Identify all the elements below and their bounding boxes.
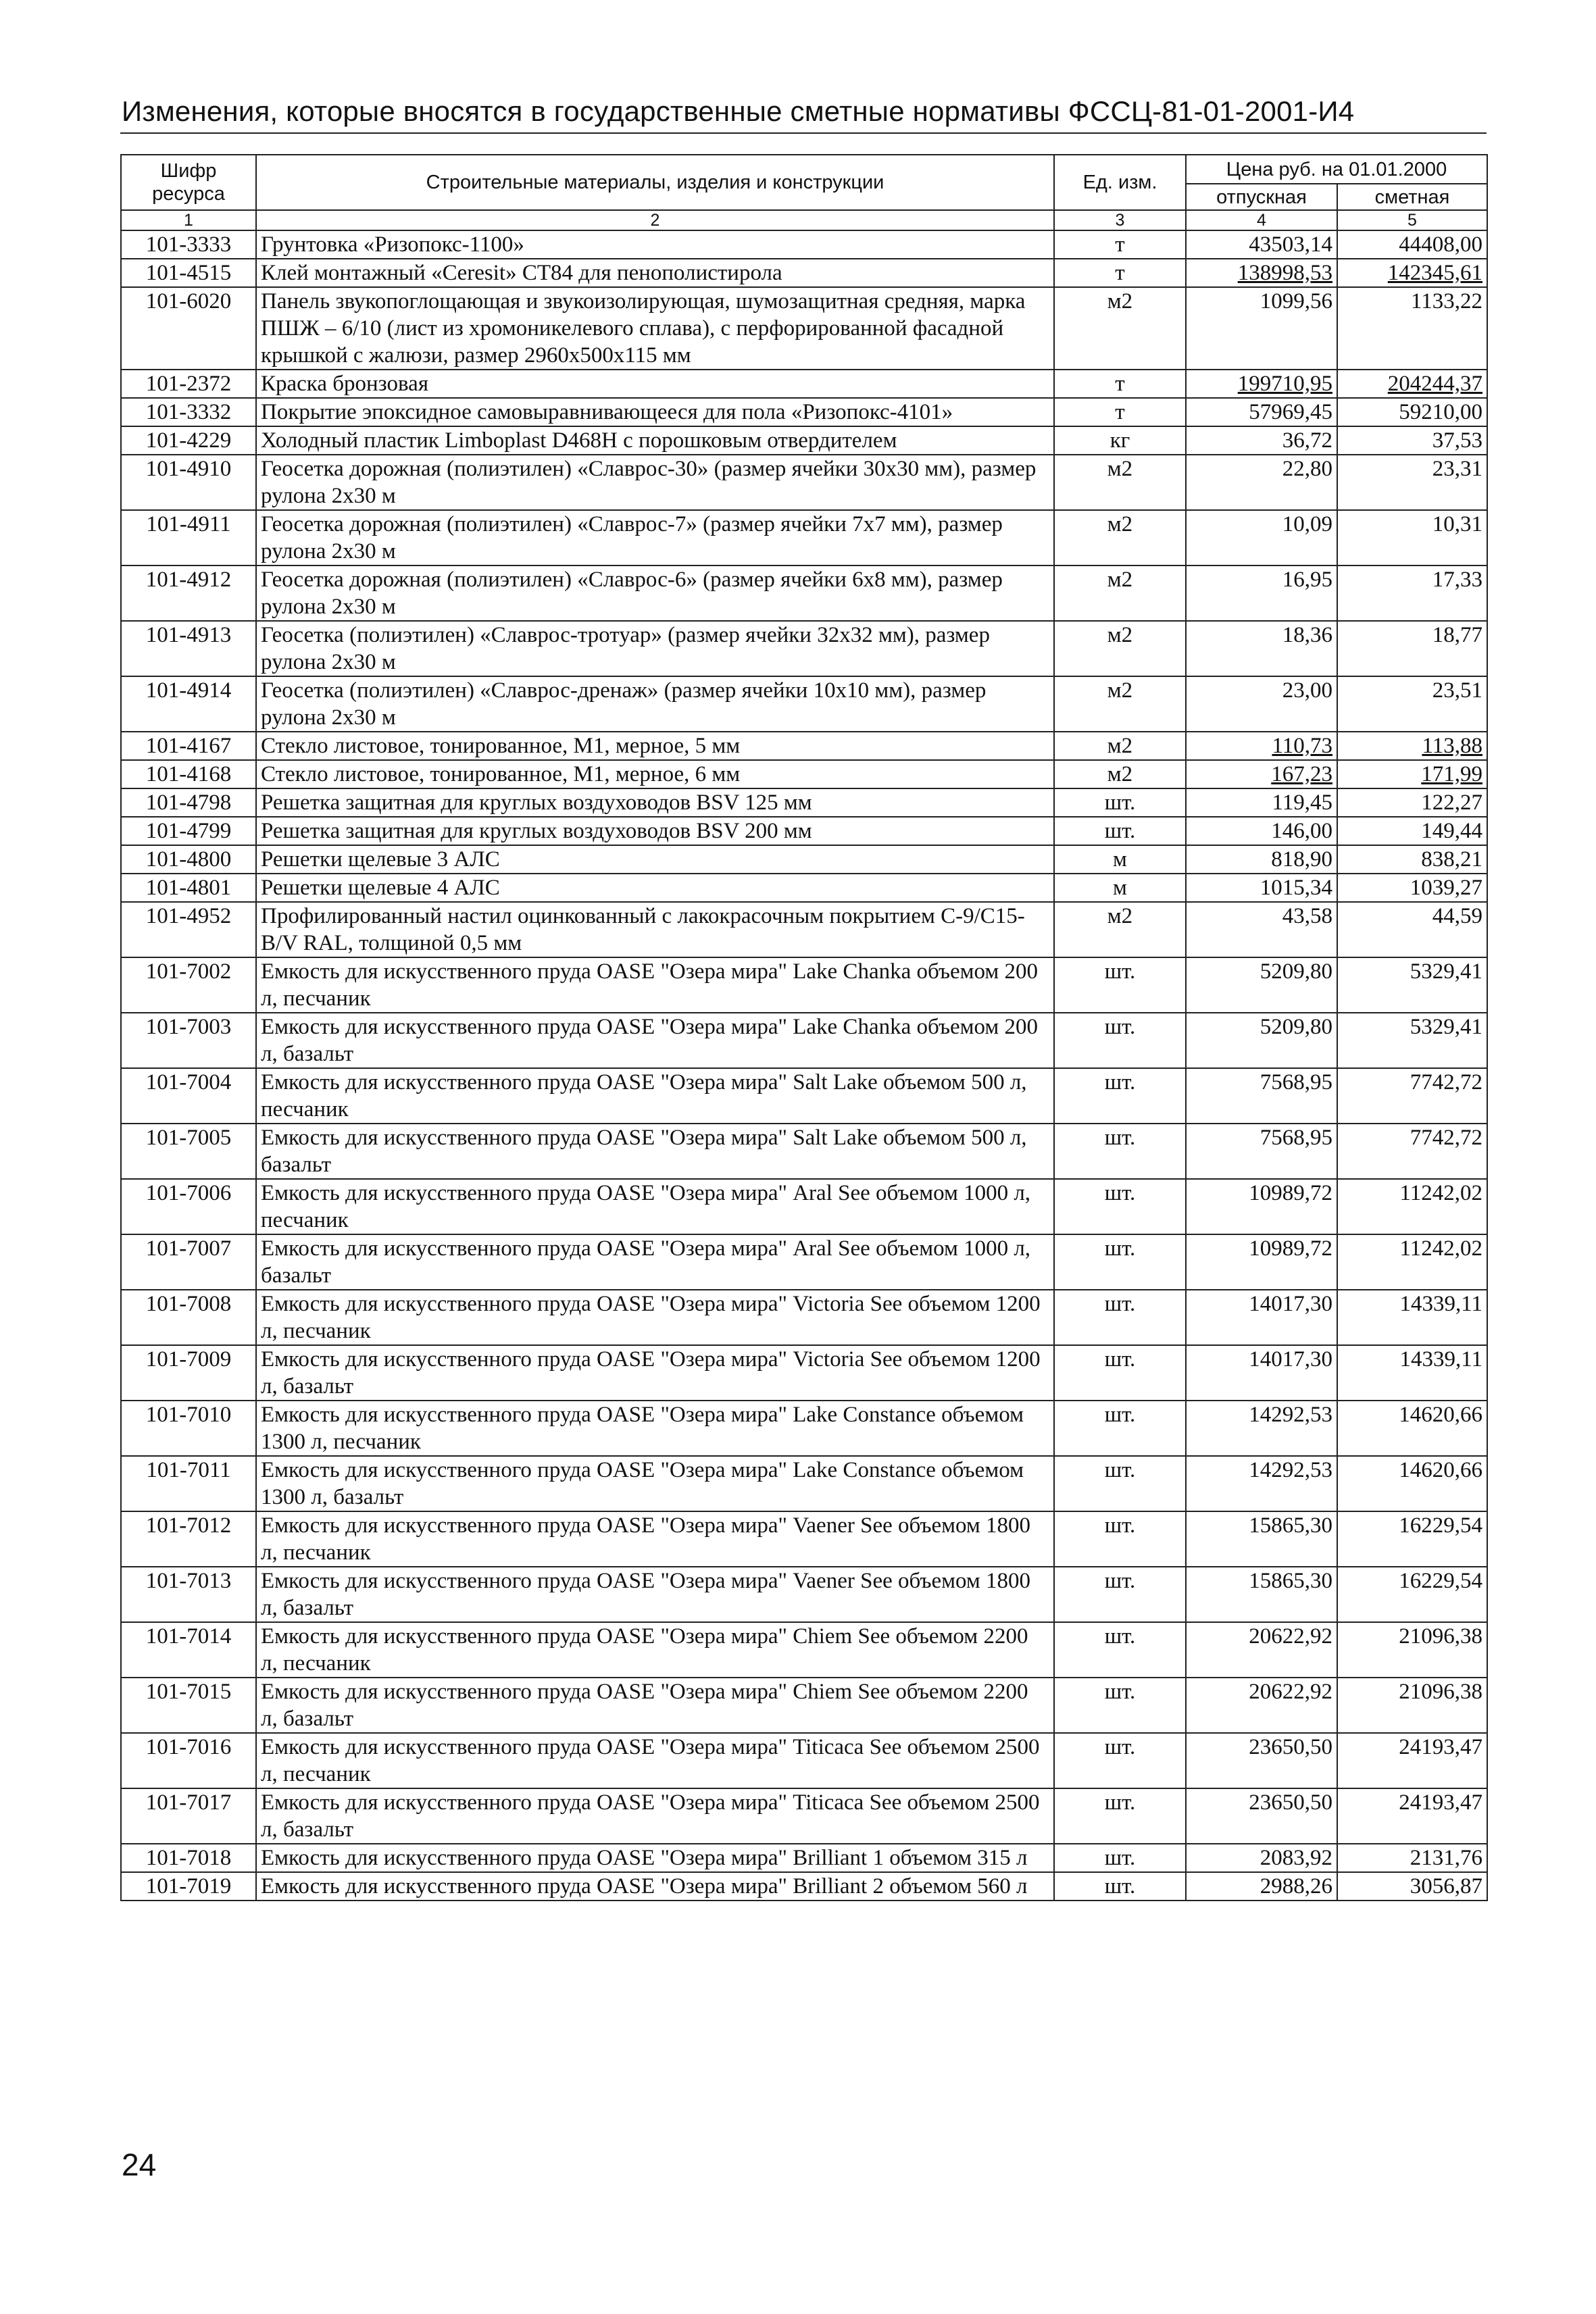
estimate-price: 23,31 (1337, 455, 1487, 510)
column-number-2: 2 (256, 210, 1054, 230)
resource-code: 101-7013 (121, 1567, 256, 1622)
material-name: Емкость для искусственного пруда OASE "Озера мира" Chiem See объемом 2200 л, песчаник (256, 1622, 1054, 1678)
unit-of-measure: шт. (1054, 817, 1186, 845)
resource-code: 101-7016 (121, 1733, 256, 1788)
column-number-1: 1 (121, 210, 256, 230)
release-price: 146,00 (1186, 817, 1337, 845)
unit-of-measure: т (1054, 259, 1186, 287)
material-name: Покрытие эпоксидное самовыравнивающееся для пола «Ризопокс-4101» (256, 398, 1054, 426)
unit-of-measure: м2 (1054, 732, 1186, 760)
material-name: Стекло листовое, тонированное, M1, мерное, 5 мм (256, 732, 1054, 760)
release-price: 14017,30 (1186, 1290, 1337, 1345)
estimate-price: 3056,87 (1337, 1872, 1487, 1901)
material-name: Грунтовка «Ризопокс-1100» (256, 230, 1054, 259)
estimate-price: 21096,38 (1337, 1622, 1487, 1678)
release-price: 20622,92 (1186, 1622, 1337, 1678)
header-code: Шифр ресурса (121, 155, 256, 210)
resource-code: 101-7007 (121, 1234, 256, 1290)
unit-of-measure: шт. (1054, 1678, 1186, 1733)
estimate-price: 171,99 (1337, 760, 1487, 788)
release-price: 14292,53 (1186, 1456, 1337, 1511)
release-price: 15865,30 (1186, 1567, 1337, 1622)
estimate-price: 7742,72 (1337, 1124, 1487, 1179)
material-name: Панель звукопоглощающая и звукоизолирующая, шумозащитная средняя, марка ПШЖ – 6/10 (лист из хромоникелевого сплава), с перфорированной фасадной крышкой с жалюзи, размер 2960х500х115 мм (256, 287, 1054, 370)
resource-code: 101-7009 (121, 1345, 256, 1401)
material-name: Емкость для искусственного пруда OASE "Озера мира" Titicaca See объемом 2500 л, базальт (256, 1788, 1054, 1844)
resource-code: 101-2372 (121, 370, 256, 398)
resource-code: 101-7014 (121, 1622, 256, 1678)
unit-of-measure: м2 (1054, 287, 1186, 370)
resource-code: 101-4798 (121, 788, 256, 817)
material-name: Емкость для искусственного пруда OASE "Озера мира" Lake Constance объемом 1300 л, песчаник (256, 1401, 1054, 1456)
material-name: Решетка защитная для круглых воздуховодов BSV 125 мм (256, 788, 1054, 817)
estimate-price: 5329,41 (1337, 1013, 1487, 1068)
resource-code: 101-4912 (121, 565, 256, 621)
unit-of-measure: шт. (1054, 1013, 1186, 1068)
unit-of-measure: т (1054, 398, 1186, 426)
material-name: Решетка защитная для круглых воздуховодов BSV 200 мм (256, 817, 1054, 845)
resource-code: 101-3332 (121, 398, 256, 426)
estimate-price: 59210,00 (1337, 398, 1487, 426)
unit-of-measure: м2 (1054, 760, 1186, 788)
resource-code: 101-4952 (121, 902, 256, 957)
table-row (121, 874, 1487, 902)
estimate-price: 838,21 (1337, 845, 1487, 874)
release-price: 57969,45 (1186, 398, 1337, 426)
estimate-price: 44408,00 (1337, 230, 1487, 259)
material-name: Решетки щелевые 4 АЛС (256, 874, 1054, 902)
release-price: 5209,80 (1186, 1013, 1337, 1068)
table-row (121, 621, 1487, 676)
material-name: Емкость для искусственного пруда OASE "Озера мира" Chiem See объемом 2200 л, базальт (256, 1678, 1054, 1733)
release-price: 10989,72 (1186, 1179, 1337, 1234)
table-row (121, 1124, 1487, 1179)
release-price: 818,90 (1186, 845, 1337, 874)
estimate-price: 24193,47 (1337, 1733, 1487, 1788)
estimate-price: 204244,37 (1337, 370, 1487, 398)
table-row (121, 845, 1487, 874)
header-divider (120, 132, 1487, 134)
unit-of-measure: шт. (1054, 1844, 1186, 1872)
table-row (121, 676, 1487, 732)
resource-code: 101-7015 (121, 1678, 256, 1733)
table-row (121, 1179, 1487, 1234)
unit-of-measure: шт. (1054, 1456, 1186, 1511)
material-name: Стекло листовое, тонированное, M1, мерное, 6 мм (256, 760, 1054, 788)
estimate-price: 11242,02 (1337, 1179, 1487, 1234)
column-number-5: 5 (1337, 210, 1487, 230)
table-row (121, 1401, 1487, 1456)
estimate-price: 122,27 (1337, 788, 1487, 817)
table-row (121, 817, 1487, 845)
unit-of-measure: шт. (1054, 1124, 1186, 1179)
unit-of-measure: м2 (1054, 902, 1186, 957)
unit-of-measure: шт. (1054, 788, 1186, 817)
unit-of-measure: шт. (1054, 1179, 1186, 1234)
table-row (121, 1013, 1487, 1068)
material-name: Емкость для искусственного пруда OASE "Озера мира" Brilliant 1 объемом 315 л (256, 1844, 1054, 1872)
table-row (121, 760, 1487, 788)
header-estimate-price: сметная (1337, 184, 1487, 210)
estimate-price: 21096,38 (1337, 1678, 1487, 1733)
header-price-group: Цена руб. на 01.01.2000 (1186, 155, 1487, 184)
resource-code: 101-4800 (121, 845, 256, 874)
table-row (121, 1678, 1487, 1733)
unit-of-measure: м (1054, 845, 1186, 874)
material-name: Геосетка дорожная (полиэтилен) «Славрос-7» (размер ячейки 7х7 мм), размер рулона 2х30 м (256, 510, 1054, 565)
table-row (121, 1456, 1487, 1511)
estimate-price: 149,44 (1337, 817, 1487, 845)
column-number-4: 4 (1186, 210, 1337, 230)
release-price: 167,23 (1186, 760, 1337, 788)
estimate-price: 14339,11 (1337, 1290, 1487, 1345)
unit-of-measure: шт. (1054, 1234, 1186, 1290)
estimate-price: 44,59 (1337, 902, 1487, 957)
resource-code: 101-4911 (121, 510, 256, 565)
table-row (121, 1733, 1487, 1788)
unit-of-measure: шт. (1054, 1511, 1186, 1567)
table-row (121, 1788, 1487, 1844)
release-price: 10989,72 (1186, 1234, 1337, 1290)
table-row (121, 1068, 1487, 1124)
resource-code: 101-3333 (121, 230, 256, 259)
material-name: Геосетка (полиэтилен) «Славрос-дренаж» (размер ячейки 10х10 мм), размер рулона 2х30 м (256, 676, 1054, 732)
unit-of-measure: м2 (1054, 455, 1186, 510)
table-row (121, 1345, 1487, 1401)
unit-of-measure: м2 (1054, 565, 1186, 621)
table-row (121, 259, 1487, 287)
unit-of-measure: шт. (1054, 1290, 1186, 1345)
resource-code: 101-7018 (121, 1844, 256, 1872)
materials-table-body (121, 230, 1487, 1901)
resource-code: 101-4515 (121, 259, 256, 287)
estimate-price: 23,51 (1337, 676, 1487, 732)
table-row (121, 455, 1487, 510)
estimate-price: 16229,54 (1337, 1567, 1487, 1622)
release-price: 138998,53 (1186, 259, 1337, 287)
unit-of-measure: шт. (1054, 1788, 1186, 1844)
release-price: 5209,80 (1186, 957, 1337, 1013)
release-price: 2083,92 (1186, 1844, 1337, 1872)
table-row (121, 1622, 1487, 1678)
estimate-price: 5329,41 (1337, 957, 1487, 1013)
resource-code: 101-4914 (121, 676, 256, 732)
materials-table-container (120, 154, 1487, 1901)
unit-of-measure: шт. (1054, 1872, 1186, 1901)
table-row (121, 957, 1487, 1013)
material-name: Емкость для искусственного пруда OASE "Озера мира" Vaener See объемом 1800 л, базальт (256, 1567, 1054, 1622)
material-name: Емкость для искусственного пруда OASE "Озера мира" Brilliant 2 объемом 560 л (256, 1872, 1054, 1901)
header-unit: Ед. изм. (1054, 155, 1186, 210)
estimate-price: 17,33 (1337, 565, 1487, 621)
resource-code: 101-7012 (121, 1511, 256, 1567)
estimate-price: 14620,66 (1337, 1401, 1487, 1456)
release-price: 119,45 (1186, 788, 1337, 817)
unit-of-measure: м2 (1054, 621, 1186, 676)
release-price: 23,00 (1186, 676, 1337, 732)
table-row (121, 1872, 1487, 1901)
resource-code: 101-4229 (121, 426, 256, 455)
table-row (121, 902, 1487, 957)
material-name: Геосетка дорожная (полиэтилен) «Славрос-6» (размер ячейки 6х8 мм), размер рулона 2х30 м (256, 565, 1054, 621)
release-price: 14017,30 (1186, 1345, 1337, 1401)
material-name: Емкость для искусственного пруда OASE "Озера мира" Victoria See объемом 1200 л, песчаник (256, 1290, 1054, 1345)
page-number: 24 (122, 2147, 157, 2182)
material-name: Емкость для искусственного пруда OASE "Озера мира" Lake Chanka объемом 200 л, песчаник (256, 957, 1054, 1013)
estimate-price: 11242,02 (1337, 1234, 1487, 1290)
estimate-price: 1039,27 (1337, 874, 1487, 902)
release-price: 199710,95 (1186, 370, 1337, 398)
resource-code: 101-4801 (121, 874, 256, 902)
table-row (121, 426, 1487, 455)
table-row (121, 510, 1487, 565)
estimate-price: 2131,76 (1337, 1844, 1487, 1872)
material-name: Емкость для искусственного пруда OASE "Озера мира" Salt Lake объемом 500 л, песчаник (256, 1068, 1054, 1124)
unit-of-measure: м (1054, 874, 1186, 902)
release-price: 10,09 (1186, 510, 1337, 565)
estimate-price: 37,53 (1337, 426, 1487, 455)
unit-of-measure: шт. (1054, 957, 1186, 1013)
resource-code: 101-7008 (121, 1290, 256, 1345)
table-row (121, 732, 1487, 760)
material-name: Емкость для искусственного пруда OASE "Озера мира" Titicaca See объемом 2500 л, песчаник (256, 1733, 1054, 1788)
resource-code: 101-4799 (121, 817, 256, 845)
resource-code: 101-7004 (121, 1068, 256, 1124)
release-price: 43503,14 (1186, 230, 1337, 259)
unit-of-measure: шт. (1054, 1567, 1186, 1622)
release-price: 43,58 (1186, 902, 1337, 957)
table-row (121, 1844, 1487, 1872)
release-price: 23650,50 (1186, 1733, 1337, 1788)
table-row (121, 230, 1487, 259)
page-title: Изменения, которые вносятся в государственные сметные нормативы ФССЦ-81-01-2001-И4 (122, 95, 1355, 127)
release-price: 23650,50 (1186, 1788, 1337, 1844)
table-row (121, 287, 1487, 370)
table-row (121, 1511, 1487, 1567)
resource-code: 101-4167 (121, 732, 256, 760)
resource-code: 101-7019 (121, 1872, 256, 1901)
release-price: 15865,30 (1186, 1511, 1337, 1567)
table-row (121, 370, 1487, 398)
unit-of-measure: м2 (1054, 510, 1186, 565)
table-row (121, 1234, 1487, 1290)
header-name: Строительные материалы, изделия и конструкции (256, 155, 1054, 210)
estimate-price: 10,31 (1337, 510, 1487, 565)
unit-of-measure: кг (1054, 426, 1186, 455)
material-name: Клей монтажный «Ceresit» CT84 для пенополистирола (256, 259, 1054, 287)
release-price: 18,36 (1186, 621, 1337, 676)
material-name: Емкость для искусственного пруда OASE "Озера мира" Vaener See объемом 1800 л, песчаник (256, 1511, 1054, 1567)
resource-code: 101-7003 (121, 1013, 256, 1068)
unit-of-measure: т (1054, 370, 1186, 398)
resource-code: 101-7017 (121, 1788, 256, 1844)
release-price: 36,72 (1186, 426, 1337, 455)
table-row (121, 1567, 1487, 1622)
release-price: 14292,53 (1186, 1401, 1337, 1456)
release-price: 16,95 (1186, 565, 1337, 621)
estimate-price: 14620,66 (1337, 1456, 1487, 1511)
resource-code: 101-4913 (121, 621, 256, 676)
resource-code: 101-7010 (121, 1401, 256, 1456)
material-name: Емкость для искусственного пруда OASE "Озера мира" Aral See объемом 1000 л, песчаник (256, 1179, 1054, 1234)
unit-of-measure: шт. (1054, 1345, 1186, 1401)
unit-of-measure: шт. (1054, 1733, 1186, 1788)
material-name: Емкость для искусственного пруда OASE "Озера мира" Aral See объемом 1000 л, базальт (256, 1234, 1054, 1290)
table-row (121, 1290, 1487, 1345)
estimate-price: 113,88 (1337, 732, 1487, 760)
release-price: 20622,92 (1186, 1678, 1337, 1733)
material-name: Емкость для искусственного пруда OASE "Озера мира" Lake Chanka объемом 200 л, базальт (256, 1013, 1054, 1068)
materials-table (120, 154, 1488, 1901)
unit-of-measure: м2 (1054, 676, 1186, 732)
estimate-price: 16229,54 (1337, 1511, 1487, 1567)
release-price: 7568,95 (1186, 1068, 1337, 1124)
release-price: 22,80 (1186, 455, 1337, 510)
material-name: Профилированный настил оцинкованный с лакокрасочным покрытием С-9/С15-В/V RAL, толщиной 0,5 мм (256, 902, 1054, 957)
resource-code: 101-6020 (121, 287, 256, 370)
unit-of-measure: шт. (1054, 1401, 1186, 1456)
resource-code: 101-7011 (121, 1456, 256, 1511)
release-price: 1015,34 (1186, 874, 1337, 902)
resource-code: 101-7002 (121, 957, 256, 1013)
resource-code: 101-4168 (121, 760, 256, 788)
material-name: Емкость для искусственного пруда OASE "Озера мира" Salt Lake объемом 500 л, базальт (256, 1124, 1054, 1179)
column-number-3: 3 (1054, 210, 1186, 230)
unit-of-measure: т (1054, 230, 1186, 259)
estimate-price: 24193,47 (1337, 1788, 1487, 1844)
estimate-price: 7742,72 (1337, 1068, 1487, 1124)
estimate-price: 1133,22 (1337, 287, 1487, 370)
table-row (121, 565, 1487, 621)
table-row (121, 398, 1487, 426)
resource-code: 101-7005 (121, 1124, 256, 1179)
material-name: Емкость для искусственного пруда OASE "Озера мира" Victoria See объемом 1200 л, базальт (256, 1345, 1054, 1401)
estimate-price: 142345,61 (1337, 259, 1487, 287)
release-price: 1099,56 (1186, 287, 1337, 370)
estimate-price: 18,77 (1337, 621, 1487, 676)
material-name: Геосетка дорожная (полиэтилен) «Славрос-30» (размер ячейки 30х30 мм), размер рулона 2х30 м (256, 455, 1054, 510)
release-price: 110,73 (1186, 732, 1337, 760)
unit-of-measure: шт. (1054, 1068, 1186, 1124)
material-name: Геосетка (полиэтилен) «Славрос-тротуар» (размер ячейки 32х32 мм), размер рулона 2х30 м (256, 621, 1054, 676)
material-name: Решетки щелевые 3 АЛС (256, 845, 1054, 874)
header-release-price: отпускная (1186, 184, 1337, 210)
resource-code: 101-7006 (121, 1179, 256, 1234)
material-name: Емкость для искусственного пруда OASE "Озера мира" Lake Constance объемом 1300 л, базальт (256, 1456, 1054, 1511)
estimate-price: 14339,11 (1337, 1345, 1487, 1401)
release-price: 2988,26 (1186, 1872, 1337, 1901)
unit-of-measure: шт. (1054, 1622, 1186, 1678)
resource-code: 101-4910 (121, 455, 256, 510)
release-price: 7568,95 (1186, 1124, 1337, 1179)
table-row (121, 788, 1487, 817)
material-name: Краска бронзовая (256, 370, 1054, 398)
material-name: Холодный пластик Limboplast D468H с порошковым отвердителем (256, 426, 1054, 455)
